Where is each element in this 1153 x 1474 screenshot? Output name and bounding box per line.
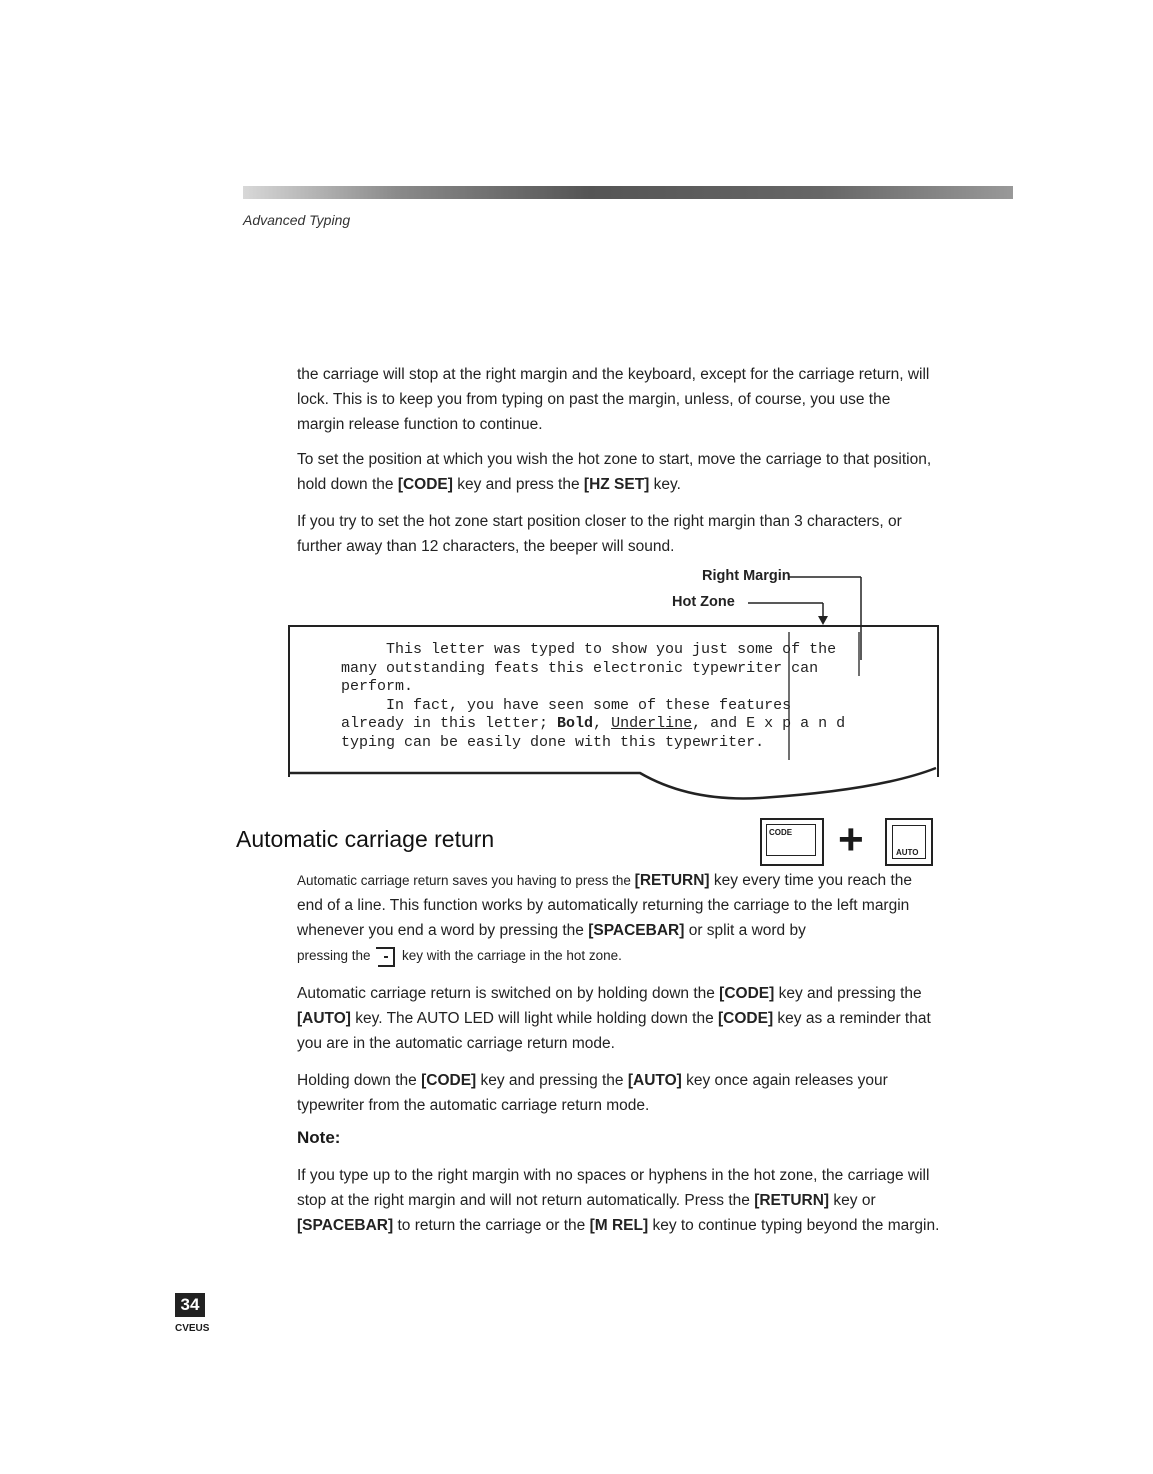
plus-icon: + <box>838 815 864 864</box>
hot-zone-label: Hot Zone <box>672 594 735 610</box>
note-paragraph: If you type up to the right margin with no spaces or hyphens in the hot zone, the carriage will stop at the right margin and will not return automatically. Press the [RETURN] key or [SPACEBAR] to return the carriage or the [M REL] key to continue typing beyond the margin. <box>297 1167 940 1234</box>
right-margin-label: Right Margin <box>702 568 791 584</box>
code-key-ref: [CODE] <box>421 1072 477 1089</box>
auto-key-icon: AUTO <box>885 818 933 866</box>
hzset-key-ref: [HZ SET] <box>583 476 650 493</box>
auto-key-ref: [AUTO] <box>297 1010 351 1027</box>
typed-sample: This letter was typed to show you just some of the many outstanding feats this electronic typewriter can perform. In fact, you have seen some of these features already in this letter; Bold, Underline, and E x p a n d typing can be easily done with this typewriter. <box>341 641 846 751</box>
page-number: 34 <box>175 1293 205 1317</box>
spacebar-key-ref: [SPACEBAR] <box>588 922 685 939</box>
hyphen-key-icon <box>374 948 398 964</box>
return-key-ref: [RETURN] <box>634 872 710 889</box>
intro-paragraph-1: the carriage will stop at the right margin and the keyboard, except for the carriage return, will lock. This is to keep you from typing on past the margin, unless, of course, you use the margin release function to continue. <box>297 366 930 433</box>
code-key-ref: [CODE] <box>397 476 453 493</box>
auto-key-ref: [AUTO] <box>627 1072 682 1089</box>
code-key-ref: [CODE] <box>718 1010 774 1027</box>
section-heading: Automatic carriage return <box>236 826 495 852</box>
section-paragraph-2: Automatic carriage return is switched on by holding down the [CODE] key and pressing the [AUTO] key. The AUTO LED will light while holding down the [CODE] key as a reminder that you are in the automatic carriage return mode. <box>297 985 931 1052</box>
brand-name: CVEUS <box>175 1323 210 1334</box>
section-label: Advanced Typing <box>243 212 351 228</box>
intro-paragraph-3: If you try to set the hot zone start position closer to the right margin than 3 characters, or further away than 12 characters, the beeper will sound. <box>297 513 902 555</box>
intro-paragraph-2: To set the position at which you wish the hot zone to start, move the carriage to that position, hold down the [CODE] key and press the [HZ SET] key. <box>297 451 932 493</box>
section-paragraph-3: Holding down the [CODE] key and pressing the [AUTO] key once again releases your typewriter from the automatic carriage return mode. <box>297 1072 888 1114</box>
auto-led-ref: AUTO <box>416 1010 460 1027</box>
section-paragraph-1: Automatic carriage return saves you having to press the [RETURN] key every time you reach the end of a line. This function works by automatically returning the carriage to the left margin whenever you end a word by pressing the [SPACEBAR] or split a word by pressing the key with the carriage in the hot zone. <box>297 868 940 968</box>
code-key-ref: [CODE] <box>719 985 775 1002</box>
return-key-ref: [RETURN] <box>754 1192 830 1209</box>
spacebar-key-ref: [SPACEBAR] <box>297 1217 394 1234</box>
note-title: Note: <box>297 1128 341 1147</box>
code-key-icon: CODE <box>760 818 824 866</box>
mrel-key-ref: [M REL] <box>589 1217 649 1234</box>
